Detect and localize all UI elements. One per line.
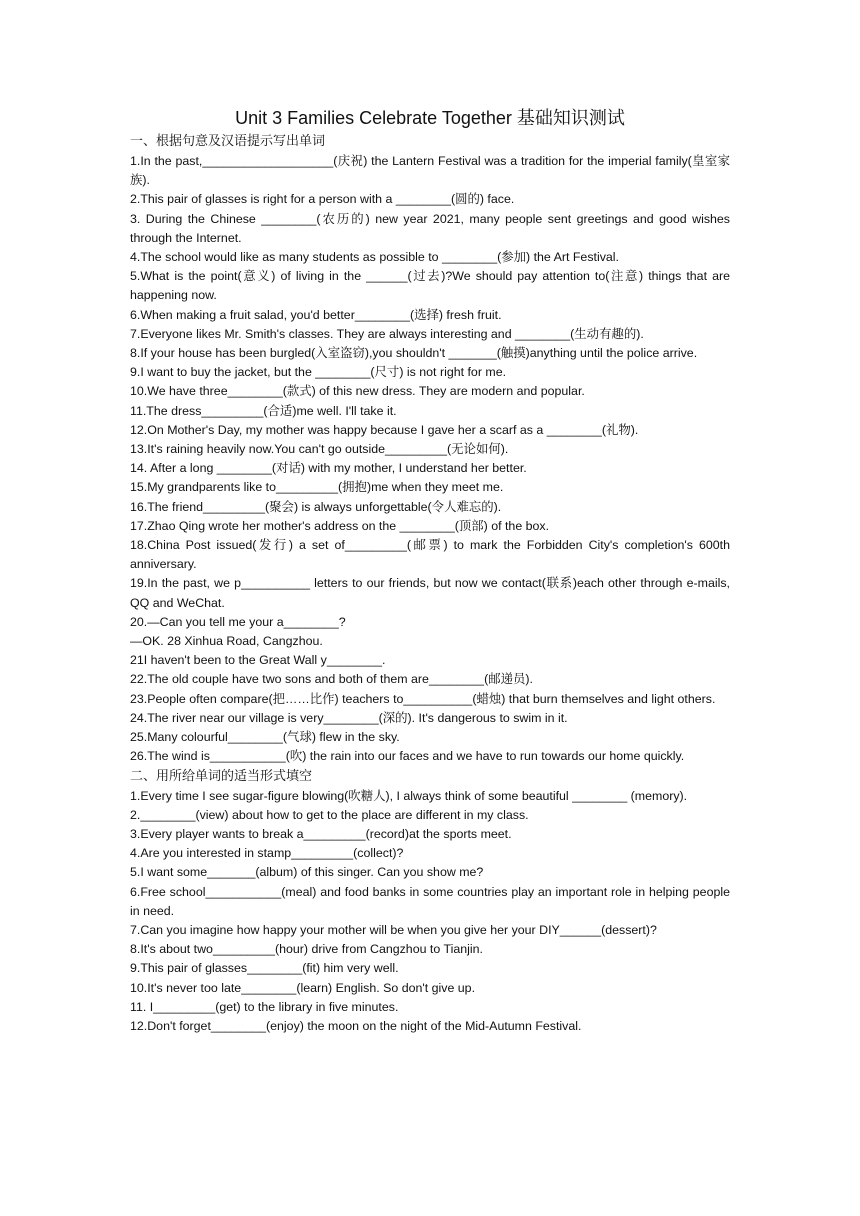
question-item: 10.We have three________(款式) of this new dress. They are modern and popular. — [130, 384, 585, 399]
question-item: 11. I_________(get) to the library in five minutes. — [130, 999, 399, 1014]
question-item: 4.Are you interested in stamp_________(collect)? — [130, 846, 404, 861]
question-item: 20.—Can you tell me your a________? — [130, 614, 346, 629]
question-item: 19.In the past, we p__________ letters to our friends, but now we contact(联系)each other through e-mails, QQ and WeChat. — [130, 576, 730, 610]
section1-list — [130, 152, 730, 767]
question-item: 1.Every time I see sugar-figure blowing(吹糖人), I always think of some beautiful ________ (memory). — [130, 788, 688, 803]
question-item: 11.The dress_________(合适)me well. I'll take it. — [130, 403, 397, 418]
question-item: 16.The friend_________(聚会) is always unforgettable(令人难忘的). — [130, 499, 502, 514]
question-item: 3.Every player wants to break a_________(record)at the sports meet. — [130, 826, 512, 841]
question-item: 9.This pair of glasses________(fit) him very well. — [130, 961, 399, 976]
question-item: 3. During the Chinese ________(农历的) new year 2021, many people sent greetings and good wishes through the Internet. — [130, 211, 730, 245]
question-item: 23.People often compare(把……比作) teachers to__________(蜡烛) that burn themselves and light others. — [130, 691, 716, 706]
worksheet-page — [130, 104, 730, 1036]
question-item: —OK. 28 Xinhua Road, Cangzhou. — [130, 634, 323, 649]
question-item: 4.The school would like as many students as possible to ________(参加) the Art Festival. — [130, 250, 619, 265]
question-item: 1.In the past,___________________(庆祝) the Lantern Festival was a tradition for the imperial family(皇室家族). — [130, 154, 730, 188]
question-item: 14. After a long ________(对话) with my mother, I understand her better. — [130, 461, 527, 476]
question-item: 2.This pair of glasses is right for a person with a ________(圆的) face. — [130, 192, 515, 207]
question-item: 15.My grandparents like to_________(拥抱)me when they meet me. — [130, 480, 504, 495]
question-item: 26.The wind is___________(吹) the rain into our faces and we have to run towards our home quickly. — [130, 749, 685, 764]
question-item: 25.Many colourful________(气球) flew in the sky. — [130, 730, 400, 745]
question-item: 8.If your house has been burgled(入室盗窃),you shouldn't _______(触摸)anything until the police arrive. — [130, 346, 698, 361]
page-title: Unit 3 Families Celebrate Together 基础知识测试 — [235, 108, 625, 128]
question-item: 10.It's never too late________(learn) English. So don't give up. — [130, 980, 476, 995]
question-item: 12.Don't forget________(enjoy) the moon on the night of the Mid-Autumn Festival. — [130, 1018, 582, 1033]
question-item: 8.It's about two_________(hour) drive from Cangzhou to Tianjin. — [130, 942, 483, 957]
question-item: 5.I want some_______(album) of this singer. Can you show me? — [130, 865, 484, 880]
question-item: 9.I want to buy the jacket, but the ________(尺寸) is not right for me. — [130, 365, 507, 380]
section1-heading: 一、根据句意及汉语提示写出单词 — [130, 134, 326, 149]
question-item: 2.________(view) about how to get to the place are different in my class. — [130, 807, 529, 822]
question-item: 13.It's raining heavily now.You can't go outside_________(无论如何). — [130, 442, 509, 457]
question-item: 24.The river near our village is very________(深的). It's dangerous to swim in it. — [130, 710, 568, 725]
question-item: 6.When making a fruit salad, you'd better________(选择) fresh fruit. — [130, 307, 502, 322]
section2-heading: 二、用所给单词的适当形式填空 — [130, 768, 313, 784]
question-item: 21I haven't been to the Great Wall y________. — [130, 653, 386, 668]
question-item: 5.What is the point(意义) of living in the ______(过去)?We should pay attention to(注意) things that are happening now. — [130, 269, 730, 303]
question-item: 6.Free school___________(meal) and food banks in some countries play an important role in helping people in need. — [130, 884, 730, 918]
question-item: 18.China Post issued(发行) a set of_________(邮票) to mark the Forbidden City's completion's 600th anniversary. — [130, 538, 730, 572]
question-item: 17.Zhao Qing wrote her mother's address on the ________(顶部) of the box. — [130, 518, 550, 533]
question-item: 12.On Mother's Day, my mother was happy because I gave her a scarf as a ________(礼物). — [130, 422, 639, 437]
section2-list — [130, 787, 730, 1037]
question-item: 22.The old couple have two sons and both of them are________(邮递员). — [130, 672, 533, 687]
question-item: 7.Can you imagine how happy your mother will be when you give her your DIY______(dessert)? — [130, 922, 657, 937]
question-item: 7.Everyone likes Mr. Smith's classes. They are always interesting and ________(生动有趣的). — [130, 326, 644, 341]
